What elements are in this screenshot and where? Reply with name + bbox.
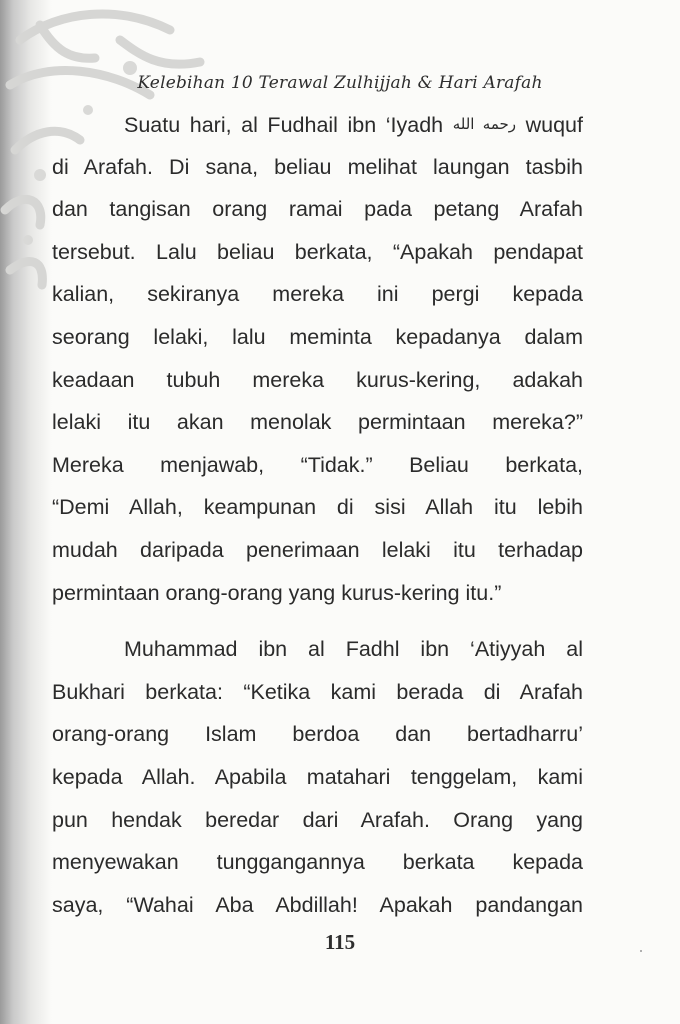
text-line: di Arafah. Di sana, beliau melihat laungan tasbih [52,154,583,179]
arabic-honorific: رحمه الله [452,115,517,133]
text-line: permintaan orang-orang yang kurus-kering itu.” [52,580,502,605]
page-number: 115 [324,930,356,954]
text-line: Bukhari berkata: “Ketika kami berada di Arafah [52,679,583,704]
text-line: mudah daripada penerimaan lelaki itu terhadap [52,537,583,562]
text-line: Suatu hari, al Fudhail ibn ‘Iyadh رحمه الله wuquf [124,113,583,137]
text-line: tersebut. Lalu beliau berkata, “Apakah pendapat [52,239,583,264]
body-text [52,103,583,926]
text-line: Muhammad ibn al Fadhl ibn ‘Atiyyah al [124,637,583,662]
text-line: seorang lelaki, lalu meminta kepadanya dalam [52,324,583,349]
paper-speck [640,950,642,952]
text-line: kalian, sekiranya mereka ini pergi kepada [52,282,583,307]
text-line: “Demi Allah, keampunan di sisi Allah itu lebih [52,495,583,520]
paragraph-2 [52,628,583,926]
text-line: orang-orang Islam berdoa dan bertadharru’ [52,722,583,747]
running-header: Kelebihan 10 Terawal Zulhijjah & Hari Arafah [137,73,543,93]
paragraph-1 [52,103,583,614]
text-line: saya, “Wahai Aba Abdillah! Apakah pandangan [52,892,583,917]
text-line: dan tangisan orang ramai pada petang Arafah [52,197,583,222]
text-line: menyewakan tunggangannya berkata kepada [52,850,583,875]
text-line: keadaan tubuh mereka kurus-kering, adakah [52,367,583,392]
text-line: Mereka menjawab, “Tidak.” Beliau berkata, [52,452,583,477]
text-line: lelaki itu akan menolak permintaan mereka?” [52,410,583,435]
text-line: kepada Allah. Apabila matahari tenggelam, kami [52,764,583,789]
text-line: pun hendak beredar dari Arafah. Orang yang [52,807,583,832]
